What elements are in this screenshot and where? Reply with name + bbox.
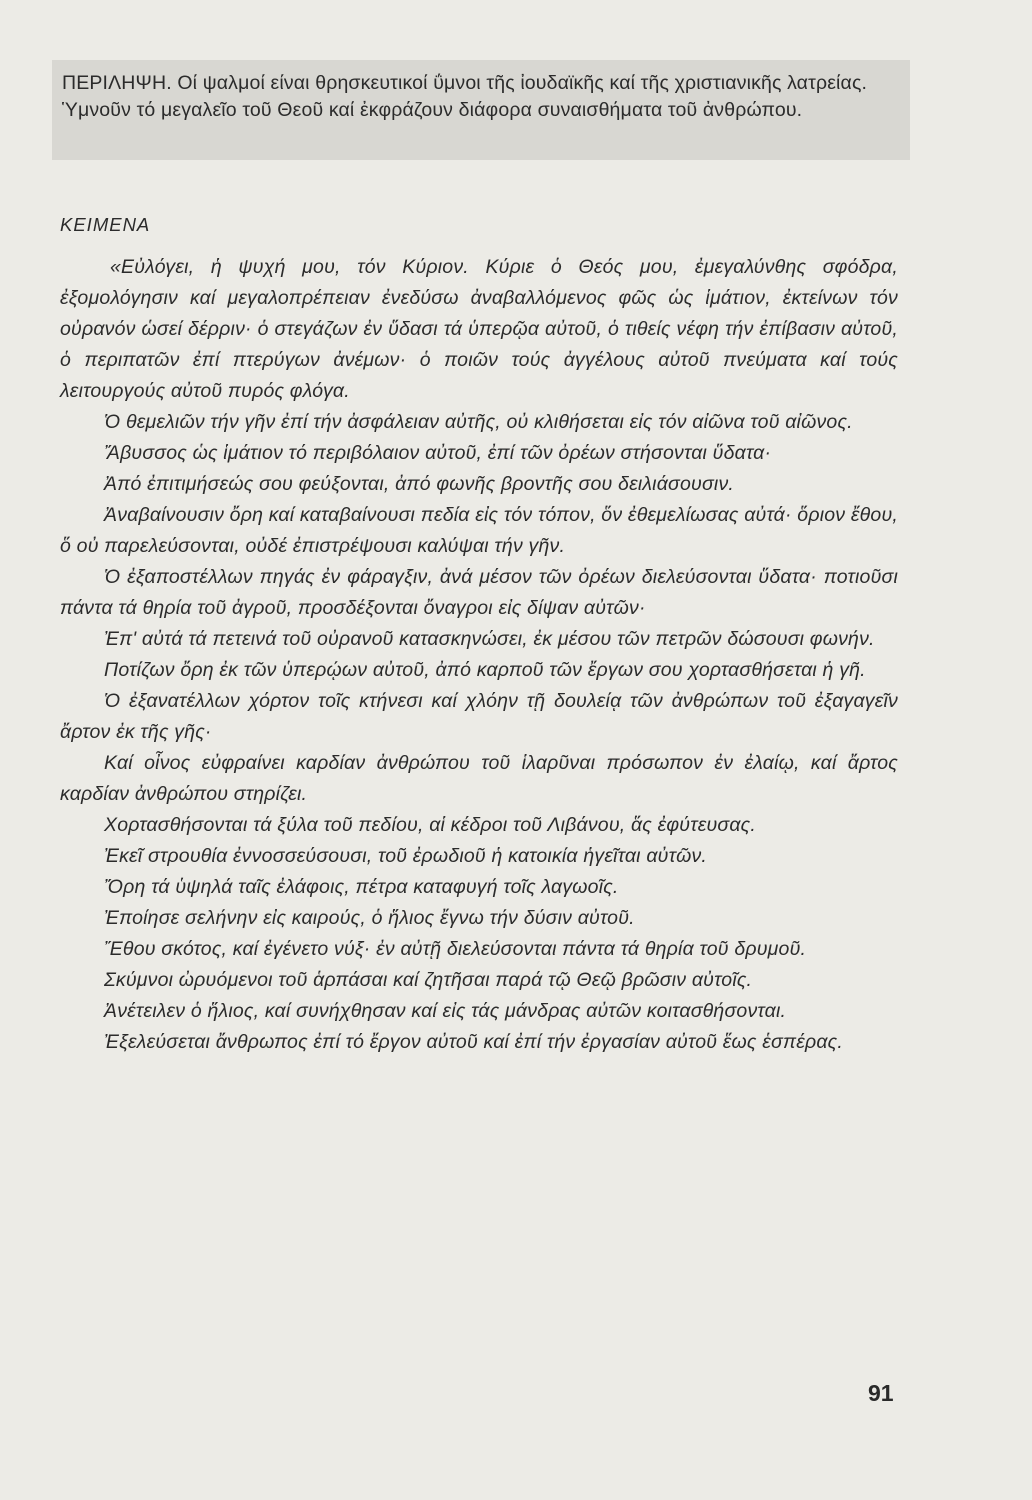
verse: Ἐποίησε σελήνην εἰς καιρούς, ὁ ἥλιος ἔγνω τήν δύσιν αὐτοῦ. (104, 907, 635, 929)
verse: Ὁ ἐξανατέλλων χόρτον τοῖς κτήνεσι καί χλόην τῇ δουλείᾳ τῶν ἀνθρώπων τοῦ ἐξαγαγεῖν ἄρτον ἐκ τῆς γῆς· (60, 690, 898, 743)
verse: Ἐξελεύσεται ἄνθρωπος ἐπί τό ἔργον αὐτοῦ καί ἐπί τήν ἐργασίαν αὐτοῦ ἕως ἑσπέρας. (104, 1031, 843, 1053)
verse: Ἀνέτειλεν ὁ ἥλιος, καί συνήχθησαν καί εἰς τάς μάνδρας αὐτῶν κοιτασθήσονται. (104, 1000, 787, 1022)
verse: Ὄρη τά ὑψηλά ταῖς ἐλάφοις, πέτρα καταφυγή τοῖς λαγωοῖς. (104, 876, 619, 898)
verse: Χορτασθήσονται τά ξύλα τοῦ πεδίου, αἱ κέδροι τοῦ Λιβάνου, ἅς ἐφύτευσας. (104, 814, 756, 836)
summary-text: ΠΕΡΙΛΗΨΗ. Οί ψαλμοί είναι θρησκευτικοί ΰμνοι τῆς ἰουδαϊκῆς καί τῆς χριστιανικῆς λατρείας. Ὑμνοῦν τό μεγαλεῖο τοῦ Θεοῦ καί ἐκφράζουν διάφορα συναισθήματα τοῦ ἀνθρώπου. (62, 72, 868, 121)
summary-box (52, 60, 910, 160)
section-heading: ΚΕΙΜΕΝΑ (60, 214, 151, 235)
verse: «Εὐλόγει, ἡ ψυχή μου, τόν Κύριον. Κύριε ὁ Θεός μου, ἐμεγαλύνθης σφόδρα, ἐξομολόγησιν καί μεγαλοπρέπειαν ἐνεδύσω ἀναβαλλόμενος φῶς ὡς ἱμάτιον, ἐκτείνων τόν οὐρανόν ὡσεί δέρριν· ὁ στεγάζων ἐν ὕδασι τά ὑπερῷα αὐτοῦ, ὁ τιθείς νέφη τήν ἐπίβασιν αὐτοῦ, ὁ περιπατῶν ἐπί πτερύγων ἀνέμων· ὁ ποιῶν τούς ἀγγέλους αὐτοῦ πνεύματα καί τούς λειτουργούς αὐτοῦ πυρός φλόγα. (60, 256, 898, 402)
psalm-text (60, 252, 898, 1058)
verse: Ἄβυσσος ὡς ἱμάτιον τό περιβόλαιον αὐτοῦ, ἐπί τῶν ὀρέων στήσονται ὕδατα· (104, 442, 772, 464)
verse: Ἔθου σκότος, καί ἐγένετο νύξ· ἐν αὐτῇ διελεύσονται πάντα τά θηρία τοῦ δρυμοῦ. (104, 938, 807, 960)
verse: Καί οἶνος εὐφραίνει καρδίαν ἀνθρώπου τοῦ ἱλαρῦναι πρόσωπον ἐν ἐλαίῳ, καί ἄρτος καρδίαν ἀνθρώπου στηρίζει. (60, 752, 898, 805)
verse: Ποτίζων ὄρη ἐκ τῶν ὑπερῴων αὐτοῦ, ἀπό καρποῦ τῶν ἔργων σου χορτασθήσεται ἡ γῆ. (104, 659, 866, 681)
verse: Ἐπ' αὐτά τά πετεινά τοῦ οὐρανοῦ κατασκηνώσει, ἐκ μέσου τῶν πετρῶν δώσουσι φωνήν. (104, 628, 875, 650)
verse: Ὁ θεμελιῶν τήν γῆν ἐπί τήν ἀσφάλειαν αὐτῆς, οὐ κλιθήσεται εἰς τόν αἰῶνα τοῦ αἰῶνος. (104, 411, 853, 433)
verse: Σκύμνοι ὠρυόμενοι τοῦ ἁρπάσαι καί ζητῆσαι παρά τῷ Θεῷ βρῶσιν αὐτοῖς. (104, 969, 753, 991)
verse: Ἐκεῖ στρουθία ἐννοσσεύσουσι, τοῦ ἐρωδιοῦ ἡ κατοικία ἡγεῖται αὐτῶν. (104, 845, 708, 867)
verse: Ἀναβαίνουσιν ὄρη καί καταβαίνουσι πεδία εἰς τόν τόπον, ὅν ἐθεμελίωσας αὐτά· ὅριον ἔθου, ὅ οὐ παρελεύσονται, οὐδέ ἐπιστρέψουσι καλύψαι τήν γῆν. (60, 504, 898, 557)
page-number: 91 (868, 1380, 894, 1406)
verse: Ὁ ἐξαποστέλλων πηγάς ἐν φάραγξιν, ἀνά μέσον τῶν ὀρέων διελεύσονται ὕδατα· ποτιοῦσι πάντα τά θηρία τοῦ ἀγροῦ, προσδέξονται ὄναγροι εἰς δίψαν αὐτῶν· (60, 566, 898, 619)
verse: Ἀπό ἐπιτιμήσεώς σου φεύξονται, ἀπό φωνῆς βροντῆς σου δειλιάσουσιν. (104, 473, 735, 495)
